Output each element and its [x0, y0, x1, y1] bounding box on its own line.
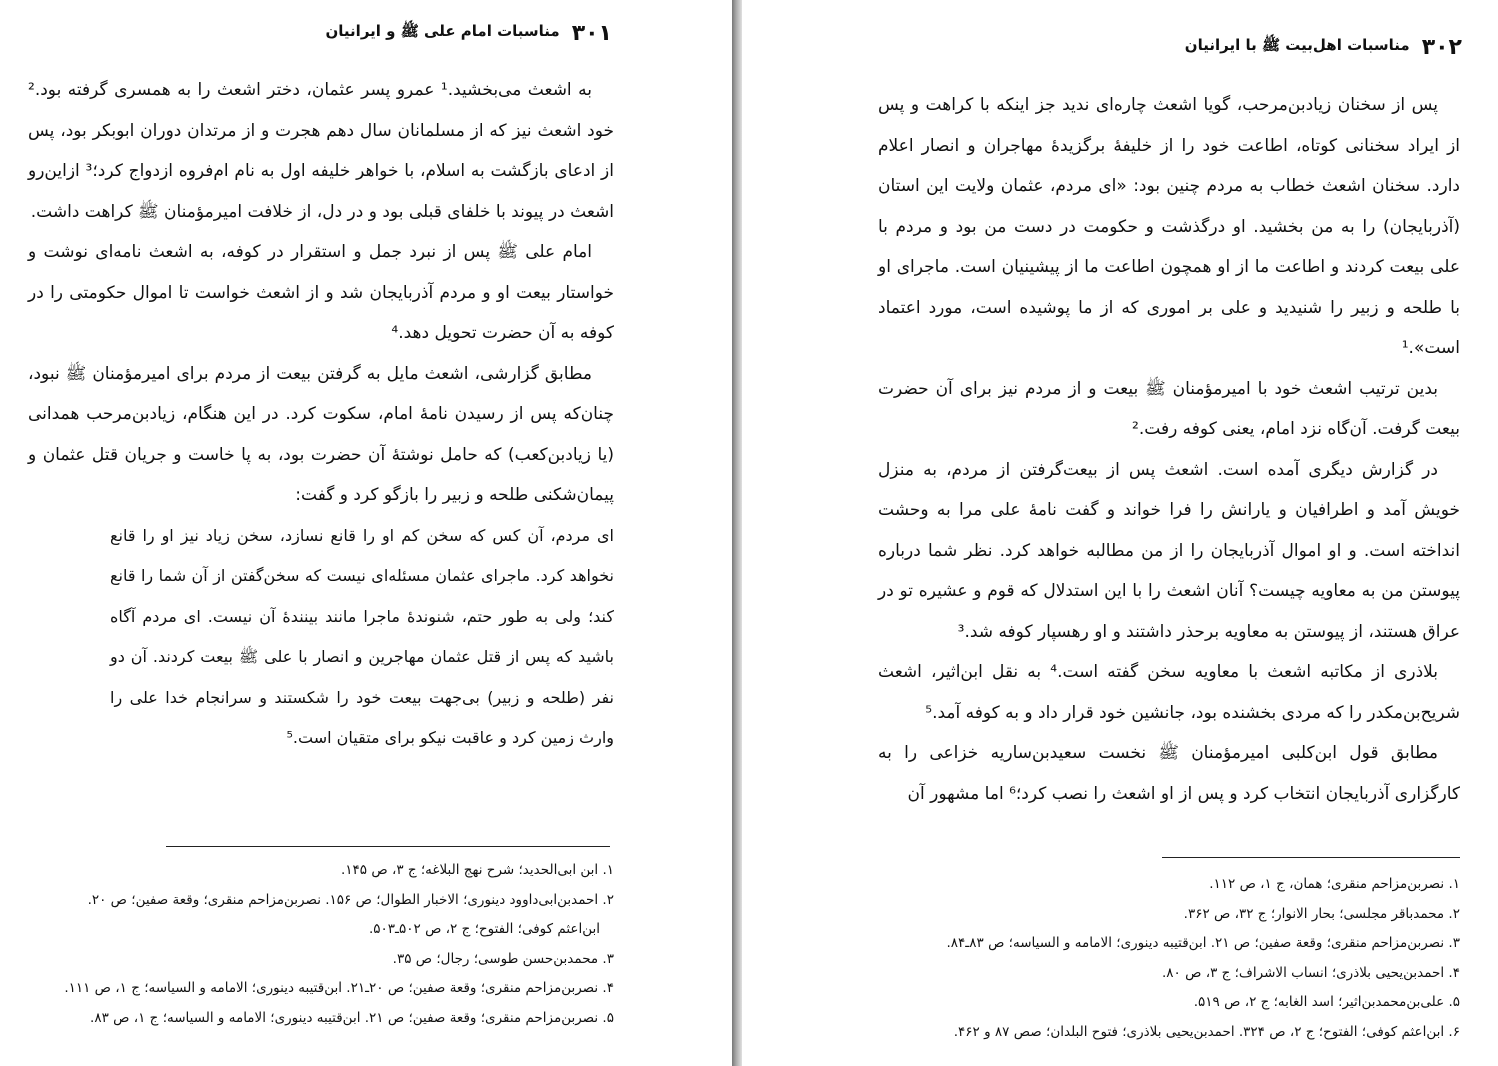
paragraph: مطابق قول ابن‌کلبی امیرمؤمنان ﷺ نخست سعیدبن‌ساریه خزاعی را به کارگزاری آذربایجان انتخاب کرد و پس از او اشعث را نصب کرد؛⁶ اما مشهور آن [878, 743, 1460, 804]
paragraph: مطابق گزارشی، اشعث مایل به گرفتن بیعت از مردم برای امیرمؤمنان ﷺ نبود، چنان‌که پس از رسیدن نامهٔ امام، سکوت کرد. در این هنگام، زیادبن‌مرحب همدانی (یا زیادبن‌کعب) که حامل نوشتهٔ آن حضرت بود، به پا خاست و جریان قتل عثمان و پیمان‌شکنی طلحه و زبیر را بازگو کرد و گفت: [28, 363, 614, 505]
paragraph: بلاذری از مکاتبه اشعث با معاویه سخن گفته است.⁴ به نقل ابن‌اثیر، اشعث شریح‌بن‌مکدر را که مردی بخشنده بود، جانشین خود قرار داد و به کوفه آمد.⁵ [878, 662, 1460, 723]
left-page-number: ۳۰۱ [571, 20, 612, 46]
block-quote: ای مردم، آن کس که سخن کم او را قانع نسازد، سخن زیاد نیز او را قانع نخواهد کرد. ماجرای عثمان مسئله‌ای نیست که سخن‌گفتن از آن شما را قانع کند؛ ولی به طور حتم، شنوندهٔ ماجرا مانند بینندهٔ آن نیست. ای مردم آگاه باشید که پس از قتل عثمان مهاجرین و انصار با علی ﷺ بیعت کردند. آن دو نفر (طلحه و زبیر) بی‌جهت بیعت خود را شکستند و سرانجام خدا علی را وارث زمین کرد و عاقبت نیکو برای متقیان است.⁵ [110, 525, 614, 747]
paragraph: امام علی ﷺ پس از نبرد جمل و استقرار در کوفه، به اشعث نامه‌ای نوشت و خواستار بیعت او و مردم آذربایجان شد و از اشعث خواست تا اموال حکومتی را در کوفه به آن حضرت تحویل دهد.⁴ [28, 242, 614, 343]
left-page-running-title: مناسبات امام علی ﷺ و ایرانیان [325, 22, 560, 40]
book-spine-divider [732, 0, 742, 1066]
right-page-header [762, 32, 1462, 62]
footnote: ۴. احمدبن‌یحیی بلاذری؛ انساب الاشراف؛ ج ۳، ص ۸۰. [1161, 964, 1460, 981]
left-page-body [28, 70, 614, 759]
right-page-footnotes [878, 870, 1460, 1047]
left-page-footnotes [24, 856, 614, 1033]
footnote: ۱. نصربن‌مزاحم منقری؛ همان، ج ۱، ص ۱۱۲. [1209, 876, 1460, 892]
footnote: ۳. نصربن‌مزاحم منقری؛ وقعة صفین؛ ص ۲۱. ابن‌قتیبه دینوری؛ الامامه و السیاسه؛ ص ۸۳ـ۸۴. [946, 935, 1460, 951]
footnote: ۵. نصربن‌مزاحم منقری؛ وقعة صفین؛ ص ۲۱. ابن‌قتیبه دینوری؛ الامامه و السیاسه؛ ج ۱، ص ۸۳. [90, 1009, 614, 1026]
footnote: ۵. علی‌بن‌محمدبن‌اثیر؛ اسد الغابه؛ ج ۲، ص ۵۱۹. [1193, 994, 1460, 1010]
left-page [0, 0, 732, 1066]
paragraph: پس از سخنان زیادبن‌مرحب، گویا اشعث چاره‌ای ندید جز اینکه با کراهت و پس از ایراد سخنانی کوتاه، اطاعت خود را از خلیفهٔ برگزیدهٔ مهاجران و انصار اعلام دارد. سخنان اشعث خطاب به مردم چنین بود: «ای مردم، عثمان ولایت این استان (آذربایجان) را به من بخشید. او درگذشت و حکومت در دست من بود و مردم با علی بیعت کردند و اطاعت ما از او همچون اطاعت ما از پیشینیان است. ماجرای او با طلحه و زبیر را شنیدید و علی بر اموری که از ما پوشیده است، مورد اعتماد است».¹ [878, 95, 1460, 358]
paragraph: به اشعث می‌بخشید.¹ عمرو پسر عثمان، دختر اشعث را به همسری گرفته بود.² خود اشعث نیز که از مسلمانان سال دهم هجرت و از مرتدان دوران ابوبکر بود، پس از ادعای بازگشت به اسلام، با خواهر خلیفه اول به نام ام‌فروه ازدواج کرد؛³ ازاین‌رو اشعث در پیوند با خلفای قبلی بود و در دل، از خلافت امیرمؤمنان ﷺ کراهت داشت. [28, 80, 614, 222]
right-page-body [878, 85, 1460, 814]
right-page-number: ۳۰۲ [1421, 34, 1462, 60]
footnote: ۶. ابن‌اعثم کوفی؛ الفتوح؛ ج ۲، ص ۳۲۴. احمدبن‌یحیی بلاذری؛ فتوح البلدان؛ صص ۸۷ و ۴۶۲. [953, 1023, 1460, 1040]
paragraph: در گزارش دیگری آمده است. اشعث پس از بیعت‌گرفتن از مردم، به منزل خویش آمد و اطرافیان و یارانش را فرا خواند و گفت نامهٔ علی مرا به وحشت انداخته است. و او اموال آذربایجان را از من مطالبه خواهد کرد. نظر شما درباره پیوستن من به معاویه چیست؟ آنان اشعث را با این استدلال که قوم و عشیره تو در عراق هستند، از پیوستن به معاویه برحذر داشتند و او رهسپار کوفه شد.³ [878, 459, 1460, 642]
footnote: ۱. ابن ابی‌الحدید؛ شرح نهج البلاغه؛ ج ۳، ص ۱۴۵. [341, 862, 614, 878]
footnote-continuation: ابن‌اعثم کوفی؛ الفتوح؛ ج ۲، ص ۵۰۲ـ۵۰۳. [368, 921, 600, 937]
footnote: ۳. محمدبن‌حسن طوسی؛ رجال؛ ص ۳۵. [392, 950, 614, 967]
left-page-header [30, 18, 612, 48]
right-page [742, 0, 1498, 1066]
footnote: ۲. احمدبن‌ابی‌داوود دینوری؛ الاخبار الطوال؛ ص ۱۵۶. نصربن‌مزاحم منقری؛ وقعة صفین؛ ص ۲۰. [87, 891, 614, 908]
right-page-running-title: مناسبات اهل‌بیت ﷺ با ایرانیان [1184, 36, 1410, 54]
footnote: ۴. نصربن‌مزاحم منقری؛ وقعة صفین؛ ص ۲۰ـ۲۱. ابن‌قتیبه دینوری؛ الامامه و السیاسه؛ ج ۱، ص ۱۱۱. [64, 980, 614, 996]
paragraph: بدین ترتیب اشعث خود با امیرمؤمنان ﷺ بیعت و از مردم نیز برای آن حضرت بیعت گرفت. آن‌گاه نزد امام، یعنی کوفه رفت.² [878, 378, 1460, 439]
footnote: ۲. محمدباقر مجلسی؛ بحار الانوار؛ ج ۳۲، ص ۳۶۲. [1183, 905, 1460, 922]
footnote-separator [166, 846, 610, 847]
footnote-separator [1162, 857, 1460, 858]
